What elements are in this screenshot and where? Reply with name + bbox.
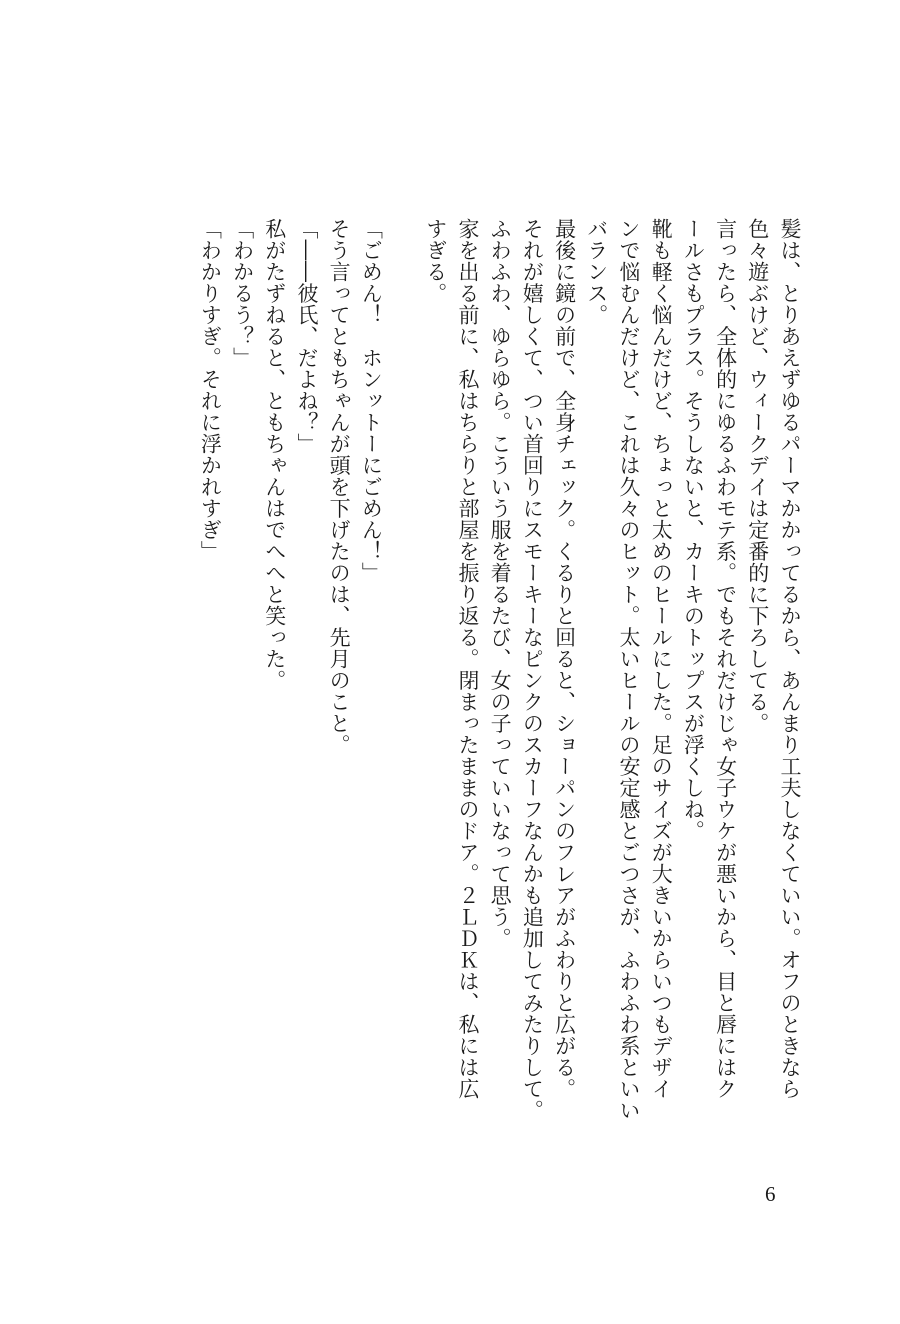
text-line: 言ったら、全体的にゆるふわモテ系。でもそれだけじゃ女子ウケが悪いから、目と唇にはク xyxy=(713,218,738,1100)
section-break xyxy=(387,218,419,1178)
text-line: 「わかるう？」 xyxy=(230,218,255,369)
text-line: 私がたずねると、ともちゃんはでへへと笑った。 xyxy=(262,218,287,691)
text-line: それが嬉しくて、つい首回りにスモーキーなピンクのスカーフなんかも追加してみたりして。 xyxy=(520,218,545,1121)
text-line: ールさもプラス。そうしないと、カーキのトップスが浮くしね。 xyxy=(681,218,706,842)
text-line: すぎる。 xyxy=(423,218,448,304)
text-line: 家を出る前に、私はちらりと部屋を振り返る。閉まったままのドア。２ＬＤＫは、私には広 xyxy=(455,218,480,1100)
page-number: 6 xyxy=(765,1182,776,1206)
text-line: 靴も軽く悩んだけど、ちょっと太めのヒールにした。足のサイズが大きいからいつもデザイ xyxy=(649,218,674,1100)
text-line: バランス。 xyxy=(584,218,609,326)
vertical-text-body xyxy=(194,218,806,1178)
text-line: そう言ってともちゃんが頭を下げたのは、先月のこと。 xyxy=(327,218,352,756)
text-line: ンで悩むんだけど、これは久々のヒット。太いヒールの安定感とごつさが、ふわふわ系といい xyxy=(616,218,641,1121)
text-line: 色々遊ぶけど、ウィークデイは定番的に下ろしてる。 xyxy=(745,218,770,734)
text-line: ふわふわ、ゆらゆら。こういう服を着るたび、女の子っていいなって思う。 xyxy=(488,218,513,949)
text-line: 最後に鏡の前で、全身チェック。くるりと回ると、ショーパンのフレアがふわりと広がる。 xyxy=(552,218,577,1100)
text-line: 「ごめん！ ホンットーにごめん！」 xyxy=(359,218,384,584)
text-line: 「わかりすぎ。それに浮かれすぎ」 xyxy=(198,218,223,562)
text-line: 「――彼氏、だよね？」 xyxy=(294,218,319,455)
text-line: 髪は、とりあえずゆるパーマかかってるから、あんまり工夫しなくていい。オフのときなら xyxy=(778,218,802,1100)
